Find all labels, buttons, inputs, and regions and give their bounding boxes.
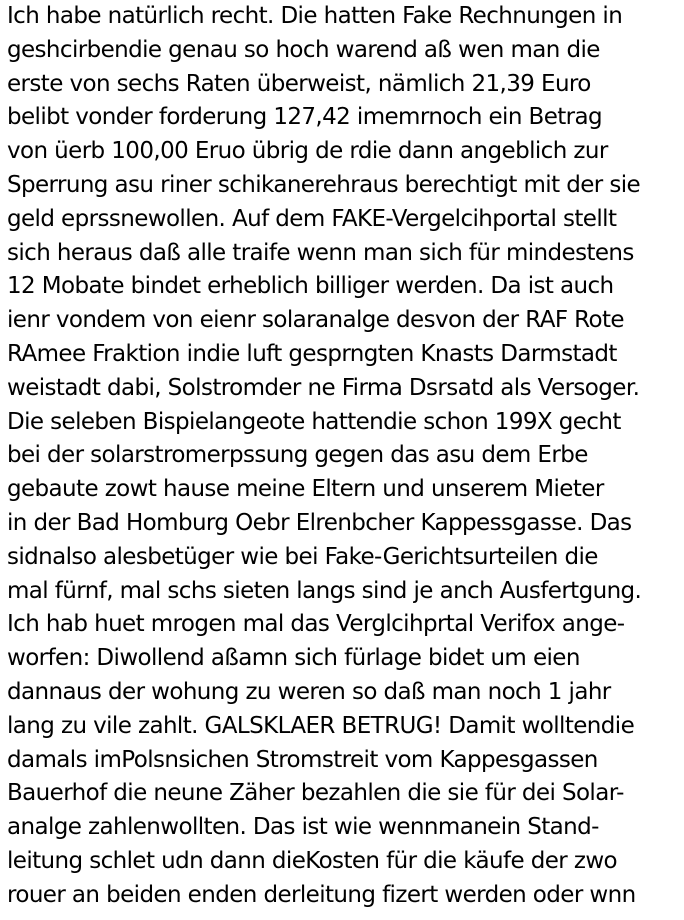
text-line-21: dannaus der wohung zu weren so daß man noch 1 jahr xyxy=(7,678,611,705)
text-line-16: in der Bad Homburg Oebr Elrenbcher Kappessgasse. Das xyxy=(7,509,632,536)
text-line-6: Sperrung asu riner schikanerehraus berechtigt mit der sie xyxy=(7,171,641,198)
text-line-11: RAmee Fraktion indie luft gesprngten Knasts Darmstadt xyxy=(7,340,617,367)
text-line-27: rouer an beiden enden derleitung fizert werden oder wnn xyxy=(7,881,636,908)
text-line-19: Ich hab huet mrogen mal das Verglcihprtal Verifox ange- xyxy=(7,611,625,638)
text-line-3: erste von sechs Raten überweist, nämlich 21,39 Euro xyxy=(7,70,591,97)
text-line-24: Bauerhof die neune Zäher bezahlen die sie für dei Solar- xyxy=(7,780,624,807)
text-line-4: belibt vonder forderung 127,42 imemrnoch ein Betrag xyxy=(7,104,603,131)
text-line-1: Ich habe natürlich recht. Die hatten Fake Rechnungen in xyxy=(7,3,623,29)
text-line-9: 12 Mobate bindet erheblich billiger werden. Da ist auch xyxy=(7,273,614,300)
text-line-17: sidnalso alesbetüger wie bei Fake-Gerichtsurteilen die xyxy=(7,543,598,570)
text-line-10: ienr vondem von eienr solaranalge desvon der RAF Rote xyxy=(7,307,624,334)
text-line-22: lang zu vile zahlt. GALSKLAER BETRUG! Damit wolltendie xyxy=(7,712,635,739)
text-line-5: von üerb 100,00 Eruo übrig de rdie dann angeblich zur xyxy=(7,138,608,165)
text-line-20: worfen: Diwollend aßamn sich fürlage bidet um eien xyxy=(7,645,580,672)
text-line-15: gebaute zowt hause meine Eltern und unserem Mieter xyxy=(7,476,604,503)
body-text xyxy=(7,0,683,913)
text-line-12: weistadt dabi, Solstromder ne Firma Dsrsatd als Versoger. xyxy=(7,374,640,401)
text-line-14: bei der solarstromerpssung gegen das asu dem Erbe xyxy=(7,442,588,469)
text-line-18: mal fürnf, mal schs sieten langs sind je anch Ausfertgung. xyxy=(7,577,642,604)
text-line-23: damals imPolsnsichen Stromstreit vom Kappesgassen xyxy=(7,746,598,773)
text-line-13: Die seleben Bispielangeote hattendie schon 199X gecht xyxy=(7,408,621,435)
text-line-26: leitung schlet udn dann dieKosten für die käufe der zwo xyxy=(7,847,618,874)
text-line-8: sich heraus daß alle traife wenn man sich für mindestens xyxy=(7,239,634,266)
text-line-25: analge zahlenwollten. Das ist wie wennmanein Stand- xyxy=(7,814,599,841)
text-line-2: geshcirbendie genau so hoch warend aß wen man die xyxy=(7,36,600,63)
text-line-7: geld eprssnewollen. Auf dem FAKE-Vergelcihportal stellt xyxy=(7,205,617,232)
